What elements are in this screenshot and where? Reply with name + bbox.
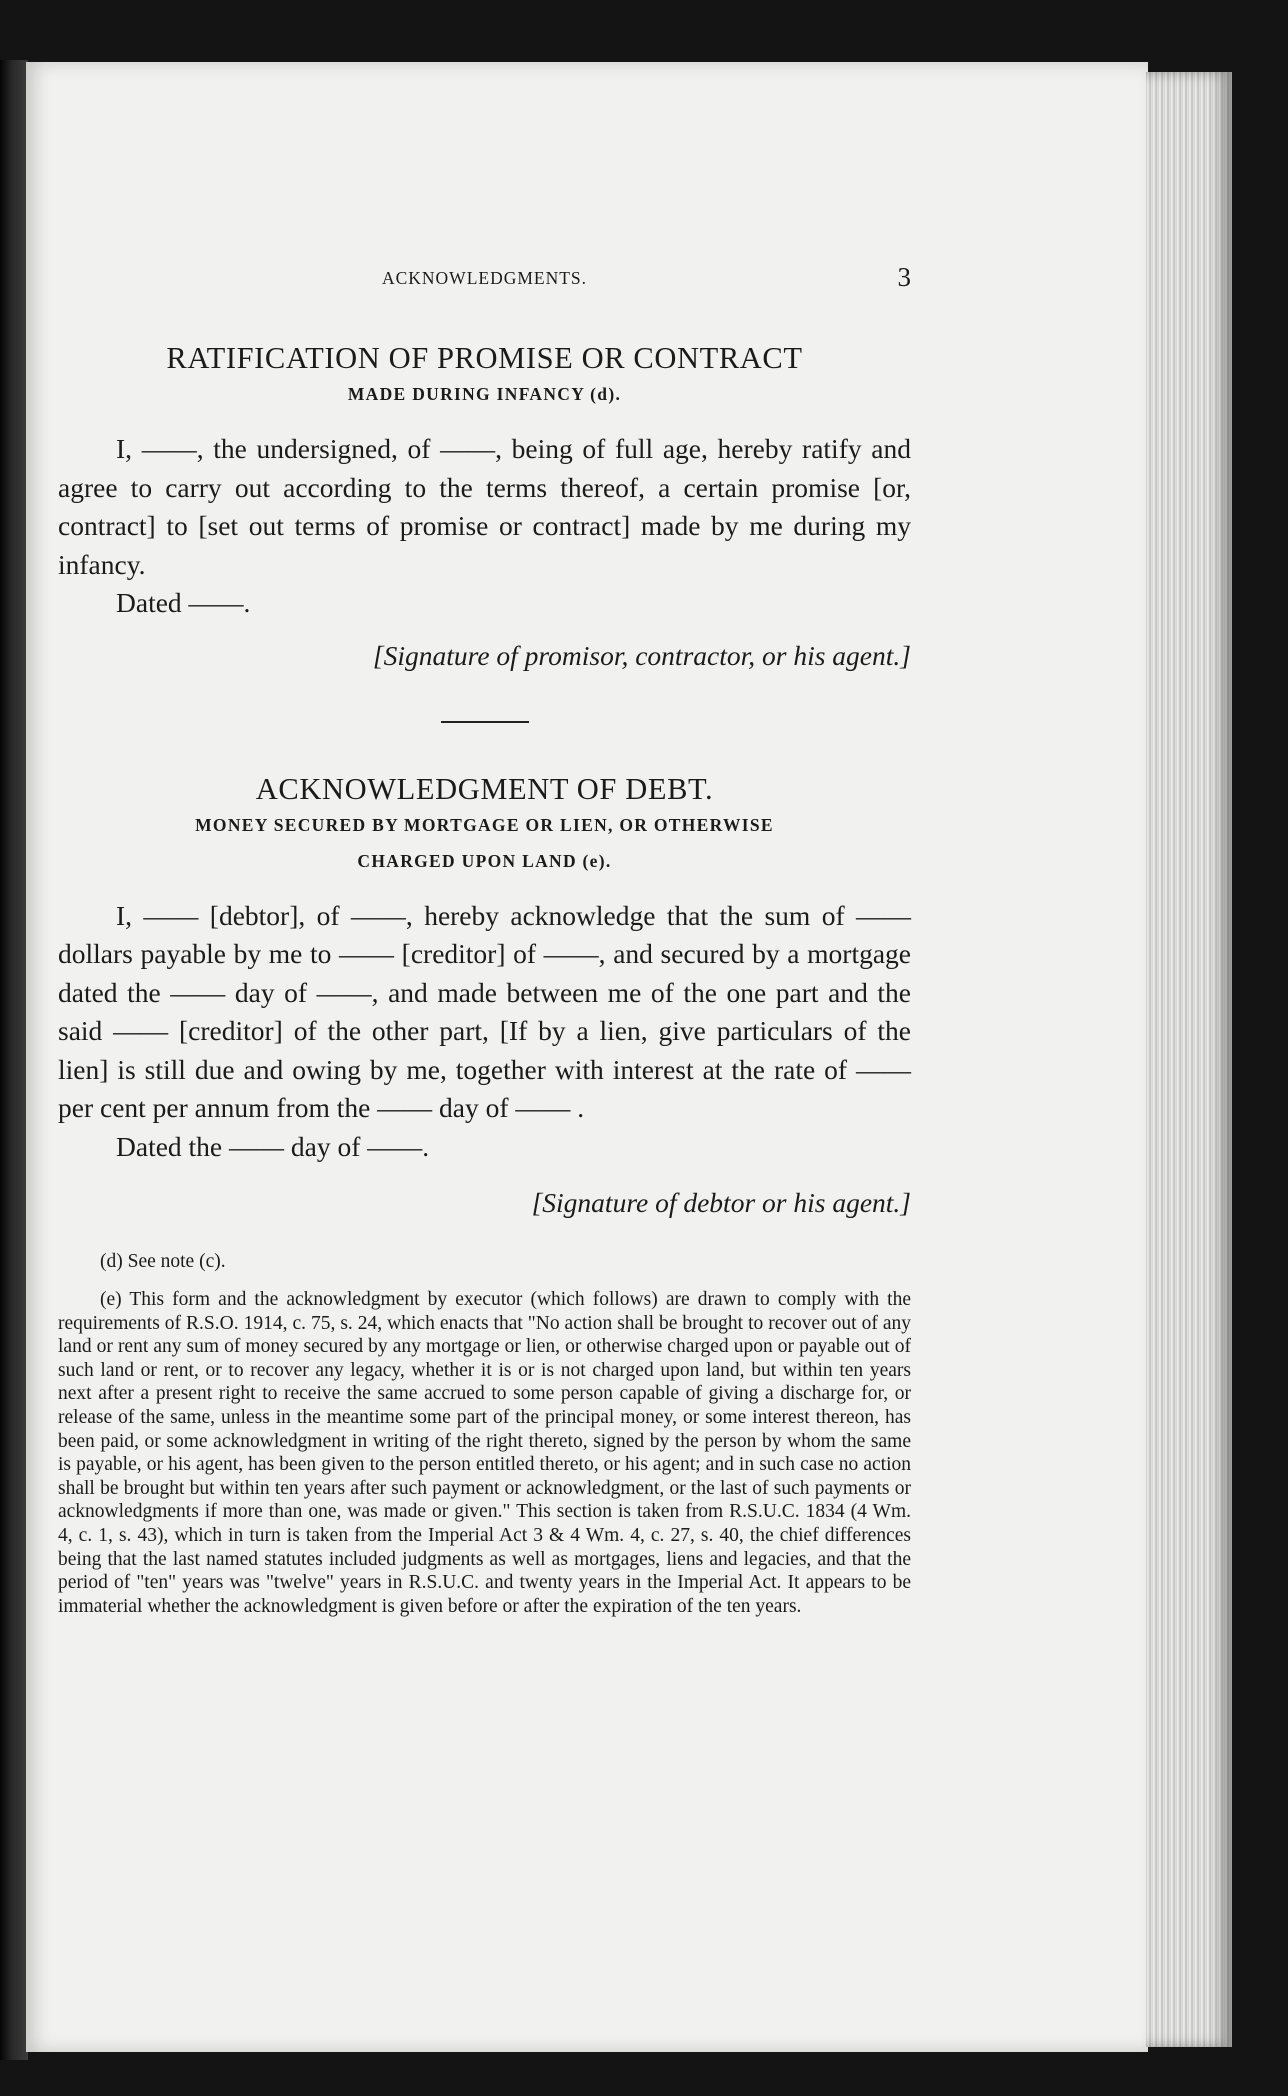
ratification-dated: Dated ——. xyxy=(116,587,251,618)
page-text xyxy=(58,264,911,1618)
ratification-body: I, ——, the undersigned, of ——, being of full age, hereby ratify and agree to carry out according to the terms thereof, a certain promise [or, contract] to [set out terms of promise or contract] made by me during my infancy. xyxy=(58,433,911,580)
section-subtitle-ratification: MADE DURING INFANCY (d). xyxy=(347,384,622,404)
section-subtitle-line1: MONEY SECURED BY MORTGAGE OR LIEN, OR OTHERWISE xyxy=(195,814,774,835)
footnote-e: (e) This form and the acknowledgment by executor (which follows) are drawn to comply with the requirements of R.S.O. 1914, c. 75, s. 24, which enacts that "No action shall be brought to recover out of any land or rent any sum of money secured by any mortgage or lien, or otherwise charged upon or payable out of such land or rent, or to recover any legacy, whether it is or is not charged upon land, but within ten years next after a present right to receive the same accrued to some person capable of giving a discharge for, or release of the same, unless in the meantime some part of the principal money, or some interest thereon, has been paid, or some acknowledgment in writing of the right thereto, signed by the person by whom the same is payable, or his agent, has been given to the person entitled thereto, or his agent; and in such case no action shall be brought but within ten years after such payment or acknowledgment, or the last of such payments or acknowledgments if more than one, was made or given." This section is taken from R.S.U.C. 1834 (4 Wm. 4, c. 1, s. 43), which in turn is taken from the Imperial Act 3 & 4 Wm. 4, c. 27, s. 40, the chief differences being that the last named statutes included judgments as well as mortgages, liens and legacies, and that the period of "ten" years was "twelve" years in R.S.U.C. and twenty years in the Imperial Act. It appears to be immaterial whether the acknowledgment is given before or after the expiration of the ten years. xyxy=(58,1289,911,1617)
page-number: 3 xyxy=(897,262,911,292)
acknowledgment-body: I, —— [debtor], of ——, hereby acknowledge that the sum of —— dollars payable by me to —— [creditor] of ——, and secured by a mortgage dated the —— day of ——, and made between me of the one part and the said —— [creditor] of the other part, [If by a lien, give particulars of the lien] is still due and owing by me, together with interest at the rate of —— per cent per annum from the —— day of —— . xyxy=(58,899,911,1123)
section-title-ratification: RATIFICATION OF PROMISE OR CONTRACT xyxy=(166,341,803,375)
section-subtitle-line2: CHARGED UPON LAND (e). xyxy=(357,850,612,871)
running-head-title: ACKNOWLEDGMENTS. xyxy=(381,268,588,288)
footnote-d: (d) See note (c). xyxy=(100,1251,226,1272)
page-edges xyxy=(1146,72,1232,2047)
section-title-acknowledgment: ACKNOWLEDGMENT OF DEBT. xyxy=(255,771,714,806)
running-head xyxy=(58,264,911,300)
section-divider xyxy=(441,721,529,723)
book-binding-shadow xyxy=(0,60,28,2060)
acknowledgment-dated: Dated the —— day of ——. xyxy=(116,1130,430,1162)
acknowledgment-signature: [Signature of debtor or his agent.] xyxy=(531,1187,911,1218)
ratification-signature: [Signature of promisor, contractor, or his agent.] xyxy=(372,639,911,671)
